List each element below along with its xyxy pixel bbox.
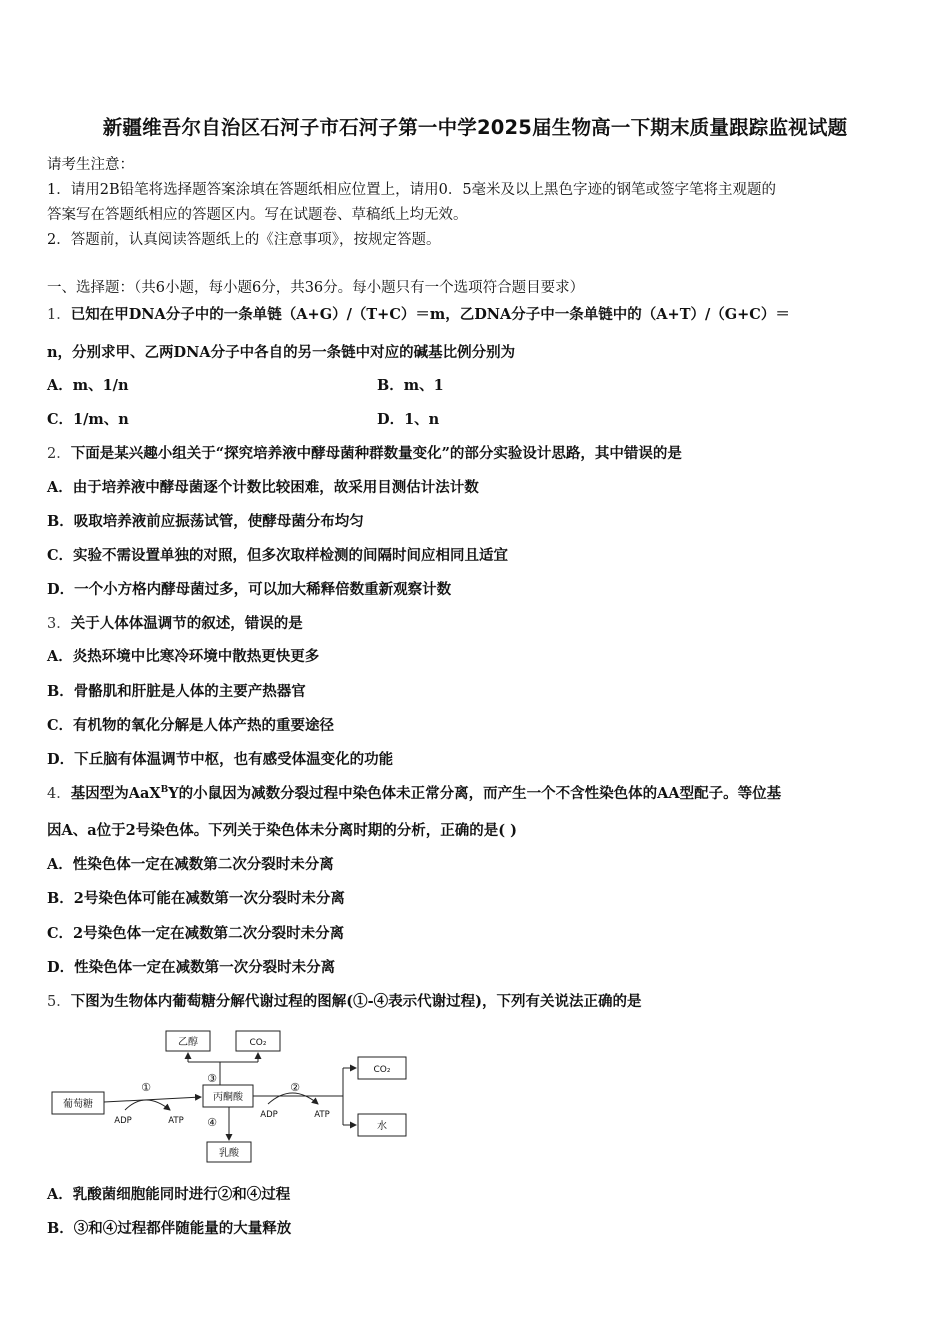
q2-option-c[interactable]: C．实验不需设置单独的对照，但多次取样检测的间隔时间应相同且适宜 <box>47 547 509 564</box>
question-stem: 已知在甲DNA分子中的一条单链（A+G）/（T+C）＝m，乙DNA分子中一条单链中的（A+T）/（G+C）＝ <box>70 306 790 323</box>
q2-option-d[interactable]: D．一个小方格内酵母菌过多，可以加大稀释倍数重新观察计数 <box>47 581 452 598</box>
q4-option-a[interactable]: A．性染色体一定在减数第二次分裂时未分离 <box>47 856 334 873</box>
question-1-stem-line-2: n，分别求甲、乙两DNA分子中各自的另一条链中对应的碱基比例分别为 <box>47 344 516 361</box>
question-number: 3． <box>47 616 71 632</box>
notice-item-2: 2．答题前，认真阅读答题纸上的《注意事项》，按规定答题。 <box>47 232 441 248</box>
q3-option-b[interactable]: B．骨骼肌和肝脏是人体的主要产热器官 <box>47 683 306 700</box>
page-title: 新疆维吾尔自治区石河子市石河子第一中学2025届生物高一下期末质量跟踪监视试题 <box>102 116 848 139</box>
adp-atp-curve-1 <box>125 1100 170 1110</box>
notice-item-1-line-1: 1．请用2B铅笔将选择题答案涂填在答题纸相应位置上，请用0．5毫米及以上黑色字迹的钢笔或签字笔将主观题的 <box>47 182 777 198</box>
glucose-label: 葡萄糖 <box>63 1099 93 1110</box>
adp-label-1: ADP <box>114 1116 132 1126</box>
atp-label-1: ATP <box>168 1116 184 1126</box>
q1-option-d[interactable]: D．1、n <box>377 411 440 428</box>
q4-option-b[interactable]: B．2号染色体可能在减数第一次分裂时未分离 <box>47 890 345 907</box>
q5-option-b[interactable]: B．③和④过程都伴随能量的大量释放 <box>47 1220 292 1237</box>
question-4-stem-line-2: 因A、a位于2号染色体。下列关于染色体未分离时期的分析，正确的是( ) <box>47 822 518 839</box>
question-2 <box>47 442 682 463</box>
q3-option-d[interactable]: D．下丘脑有体温调节中枢，也有感受体温变化的功能 <box>47 751 394 768</box>
process-4-marker: ④ <box>207 1116 217 1129</box>
q3-option-c[interactable]: C．有机物的氧化分解是人体产热的重要途径 <box>47 717 335 734</box>
q4-option-c[interactable]: C．2号染色体一定在减数第二次分裂时未分离 <box>47 925 345 942</box>
q4-option-d[interactable]: D．性染色体一定在减数第一次分裂时未分离 <box>47 959 336 976</box>
water-label: 水 <box>377 1121 387 1132</box>
question-number: 5． <box>47 994 71 1010</box>
question-1 <box>47 303 790 324</box>
lactic-acid-label: 乳酸 <box>219 1148 239 1159</box>
q1-option-c[interactable]: C．1/m、n <box>47 411 129 428</box>
co2-top-label: CO₂ <box>249 1038 267 1048</box>
q2-option-a[interactable]: A．由于培养液中酵母菌逐个计数比较困难，故采用目测估计法计数 <box>47 479 479 496</box>
question-4 <box>47 782 781 803</box>
q2-option-b[interactable]: B．吸取培养液前应振荡试管，使酵母菌分布均匀 <box>47 513 364 530</box>
notice-item-1-line-2: 答案写在答题纸相应的答题区内。写在试题卷、草稿纸上均无效。 <box>47 207 468 223</box>
process-3-marker: ③ <box>207 1072 217 1085</box>
notice-heading: 请考生注意： <box>47 157 134 173</box>
question-stem: 基因型为AaX$^B$Y的小鼠因为减数分裂过程中染色体未正常分离，而产生一个不含性染色体的AA型配子。等位基 <box>70 785 782 802</box>
atp-label-2: ATP <box>314 1110 330 1120</box>
process-2-marker: ② <box>290 1081 300 1094</box>
question-stem: 下面是某兴趣小组关于“探究培养液中酵母菌种群数量变化”的部分实验设计思路，其中错误的是 <box>70 445 682 462</box>
section-heading: 一、选择题：（共6小题，每小题6分，共36分。每小题只有一个选项符合题目要求） <box>47 280 585 296</box>
question-number: 4． <box>47 786 71 802</box>
question-number: 2． <box>47 446 71 462</box>
q5-option-a[interactable]: A．乳酸菌细胞能同时进行②和④过程 <box>47 1186 291 1203</box>
ethanol-label: 乙醇 <box>178 1037 198 1048</box>
question-5 <box>47 990 641 1011</box>
q1-option-a[interactable]: A．m、1/n <box>47 377 129 394</box>
q3-option-a[interactable]: A．炎热环境中比寒冷环境中散热更快更多 <box>47 648 320 665</box>
question-stem: 关于人体体温调节的叙述，错误的是 <box>70 615 303 632</box>
pyruvate-label: 丙酮酸 <box>213 1092 243 1103</box>
question-3 <box>47 612 303 633</box>
adp-label-2: ADP <box>260 1110 278 1120</box>
glucose-metabolism-diagram <box>40 1022 420 1170</box>
adp-atp-curve-2 <box>268 1093 318 1104</box>
question-number: 1． <box>47 307 71 323</box>
co2-right-label: CO₂ <box>373 1065 391 1075</box>
q1-option-b[interactable]: B．m、1 <box>377 377 444 394</box>
process-1-marker: ① <box>141 1081 151 1094</box>
question-stem: 下图为生物体内葡萄糖分解代谢过程的图解(①-④表示代谢过程)，下列有关说法正确的是 <box>70 993 642 1010</box>
